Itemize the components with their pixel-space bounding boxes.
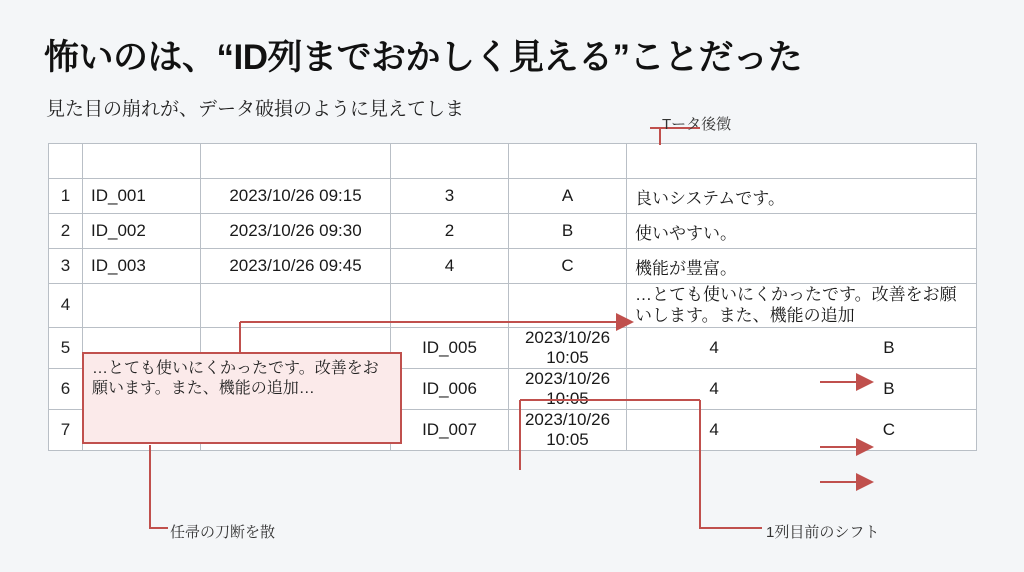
cell-date[interactable]: 2023/10/26 09:45 <box>201 249 391 284</box>
table-row <box>49 214 977 249</box>
cell-date[interactable]: 2023/10/26 09:30 <box>201 214 391 249</box>
column-header-q2[interactable]: 設問2 <box>509 144 627 179</box>
table-header-row <box>49 144 977 179</box>
row-number[interactable]: 3 <box>49 249 83 284</box>
cell-q2[interactable] <box>509 284 627 328</box>
annotation-bottom-right-label: 1列目前のシフト <box>766 524 880 541</box>
overflow-text-callout[interactable]: …とても使いにくかったです。改善をお願います。また、機能の追加… <box>82 352 402 444</box>
row-number[interactable]: 6 <box>49 368 83 409</box>
column-header-date[interactable]: 回答日時 <box>201 144 391 179</box>
cell-id[interactable]: ID_007 <box>391 409 509 450</box>
cell-q2: B <box>883 378 895 398</box>
annotation-top-label: Tータ後徴 <box>662 116 732 133</box>
row-number[interactable]: 4 <box>49 284 83 328</box>
cell-id[interactable]: ID_006 <box>391 368 509 409</box>
cell-q1-q2-shifted[interactable] <box>627 368 977 409</box>
cell-id[interactable] <box>83 284 201 328</box>
cell-date[interactable]: 2023/10/26 10:05 <box>509 327 627 368</box>
cell-date[interactable]: 2023/10/26 09:15 <box>201 179 391 214</box>
cell-q1: 4 <box>709 419 719 439</box>
cell-q1[interactable]: 3 <box>391 179 509 214</box>
table-row <box>49 249 977 284</box>
cell-q1-q2-shifted[interactable] <box>627 327 977 368</box>
row-number[interactable]: 5 <box>49 327 83 368</box>
cell-q1: 4 <box>709 378 719 398</box>
row-number[interactable]: 7 <box>49 409 83 450</box>
cell-q2: B <box>883 337 895 357</box>
cell-free[interactable]: 機能が豊富。 <box>627 249 977 284</box>
cell-free[interactable]: 良いシステムです。 <box>627 179 977 214</box>
cell-date[interactable]: 2023/10/26 10:05 <box>509 409 627 450</box>
cell-id[interactable]: ID_002 <box>83 214 201 249</box>
cell-q2[interactable]: A <box>509 179 627 214</box>
row-number[interactable]: 1 <box>49 179 83 214</box>
select-all-corner[interactable] <box>49 144 83 179</box>
cell-q1[interactable]: 2 <box>391 214 509 249</box>
table-row <box>49 179 977 214</box>
cell-id[interactable]: ID_003 <box>83 249 201 284</box>
cell-q2[interactable]: C <box>509 249 627 284</box>
cell-q1[interactable] <box>391 284 509 328</box>
cell-q1[interactable]: 4 <box>391 249 509 284</box>
cell-date[interactable] <box>201 284 391 328</box>
cell-date[interactable]: 2023/10/26 10:05 <box>509 368 627 409</box>
cell-id[interactable]: ID_005 <box>391 327 509 368</box>
table-row <box>49 284 977 328</box>
cell-q1-q2-shifted[interactable] <box>627 409 977 450</box>
cell-q1: 4 <box>709 337 719 357</box>
cell-q2: C <box>882 419 895 439</box>
cell-free[interactable]: 使いやすい。 <box>627 214 977 249</box>
page-subtitle: 見た目の崩れが、データ破損のように見えてしま <box>46 99 465 120</box>
cell-q2[interactable]: B <box>509 214 627 249</box>
column-header-free[interactable]: 自由記述 <box>627 144 977 179</box>
cell-id[interactable]: ID_001 <box>83 179 201 214</box>
column-header-id[interactable]: ID <box>83 144 201 179</box>
cell-free-overflow[interactable]: …とても使いにくかったです。改善をお願いします。また、機能の追加 <box>627 284 977 328</box>
column-header-q1[interactable]: 設問1 <box>391 144 509 179</box>
page-title: 怖いのは、“ID列までおかしく見える”ことだった <box>44 38 803 77</box>
annotation-bottom-left-label: 任帚の刀断を散 <box>170 524 276 541</box>
row-number[interactable]: 2 <box>49 214 83 249</box>
